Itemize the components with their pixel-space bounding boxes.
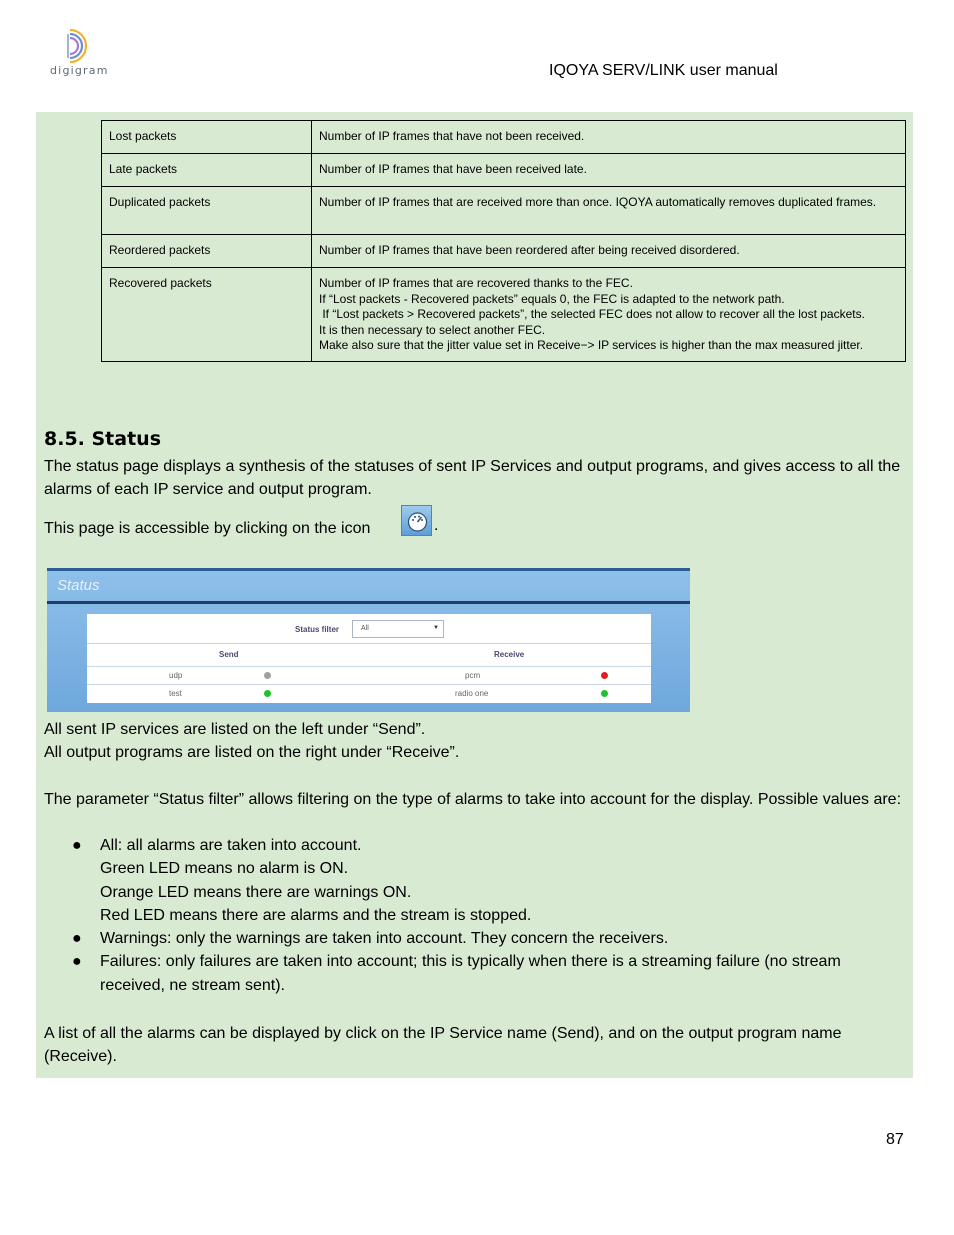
table-row	[102, 268, 906, 362]
receive-status-led	[601, 672, 608, 679]
description-line: If “Lost packets > Recovered packets”, the selected FEC does not allow to recover all the lost packets.	[319, 307, 865, 321]
param-description	[312, 268, 906, 362]
filter-explanation: The parameter “Status filter” allows filtering on the type of alarms to take into account for the display. Possible values are:	[44, 791, 902, 808]
panel-divider	[87, 666, 651, 667]
bullet-icon: ●	[72, 837, 82, 854]
send-column-header: Send	[219, 650, 239, 659]
param-name: Reordered packets	[102, 235, 312, 268]
param-name: Late packets	[102, 154, 312, 187]
screenshot-divider	[47, 601, 690, 604]
send-service-link[interactable]: test	[169, 689, 182, 698]
screenshot-top-bar	[47, 568, 690, 571]
param-description: Number of IP frames that have been received late.	[312, 154, 906, 187]
list-item-line: Orange LED means there are warnings ON.	[100, 883, 412, 901]
table-row	[102, 154, 906, 187]
description-line: If “Lost packets - Recovered packets” equals 0, the FEC is adapted to the network path.	[319, 291, 785, 306]
param-name: Recovered packets	[102, 268, 312, 362]
receive-column-header: Receive	[494, 650, 525, 659]
send-service-link[interactable]: udp	[169, 671, 183, 680]
send-status-led	[264, 672, 271, 679]
description-line: It is then necessary to select another FEC.	[319, 322, 546, 337]
list-item-line: Warnings: only the warnings are taken into account. They concern the receivers.	[100, 930, 669, 948]
receive-status-led	[601, 690, 608, 697]
receive-program-link[interactable]: pcm	[465, 671, 481, 680]
param-name: Lost packets	[102, 121, 312, 154]
status-gauge-icon[interactable]	[401, 505, 432, 536]
list-item-line: Failures: only failures are taken into account; this is typically when there is a streaming failure (no stream received, ne stream sent).	[100, 953, 841, 994]
send-status-led	[264, 690, 271, 697]
param-description: Number of IP frames that are received more than once. IQOYA automatically removes duplicated frames.	[312, 187, 906, 235]
section-title: 8.5. Status	[44, 428, 161, 450]
sentence-period: .	[434, 517, 439, 534]
status-filter-value: All	[361, 625, 369, 632]
logo-text: digigram	[50, 64, 109, 77]
page-number: 87	[886, 1131, 904, 1148]
description-line: Number of IP frames that are recovered thanks to the FEC.	[319, 276, 633, 290]
bullet-icon: ●	[72, 953, 82, 971]
description-line: Make also sure that the jitter value set in Receive−> IP services is higher than the max measured jitter.	[319, 338, 864, 352]
statistics-table	[101, 120, 906, 362]
list-item	[44, 950, 904, 997]
section-intro: The status page displays a synthesis of the statuses of sent IP Services and output programs, and gives access to all the alarms of each IP service and output program.	[44, 458, 901, 499]
list-item-line: Green LED means no alarm is ON.	[100, 860, 349, 878]
list-item-line: All: all alarms are taken into account.	[100, 837, 362, 854]
send-explanation: All sent IP services are listed on the left under “Send”.	[44, 721, 426, 738]
receive-program-link[interactable]: radio one	[455, 689, 489, 698]
status-page-screenshot	[47, 568, 690, 712]
document-title: IQOYA SERV/LINK user manual	[549, 62, 778, 79]
list-item	[44, 927, 904, 950]
screenshot-page-title: Status	[57, 577, 100, 594]
list-item-line: Red LED means there are alarms and the stream is stopped.	[100, 906, 532, 924]
receive-explanation: All output programs are listed on the right under “Receive”.	[44, 744, 460, 761]
param-description: Number of IP frames that have not been received.	[312, 121, 906, 154]
table-row	[102, 121, 906, 154]
status-panel	[87, 614, 651, 703]
table-row	[102, 235, 906, 268]
table-row	[102, 187, 906, 235]
param-description: Number of IP frames that have been reordered after being received disordered.	[312, 235, 906, 268]
status-filter-label: Status filter	[295, 625, 340, 634]
icon-instruction: This page is accessible by clicking on the icon	[44, 520, 371, 537]
list-item	[44, 834, 904, 927]
param-name: Duplicated packets	[102, 187, 312, 235]
chevron-down-icon: ▼	[433, 625, 439, 631]
panel-divider	[87, 684, 651, 685]
panel-divider	[87, 643, 651, 644]
status-filter-select[interactable]	[352, 620, 444, 638]
alarm-list-explanation: A list of all the alarms can be displayed by click on the IP Service name (Send), and on the output program name (Receive).	[44, 1025, 842, 1066]
filter-values-list	[44, 834, 904, 997]
bullet-icon: ●	[72, 930, 82, 948]
